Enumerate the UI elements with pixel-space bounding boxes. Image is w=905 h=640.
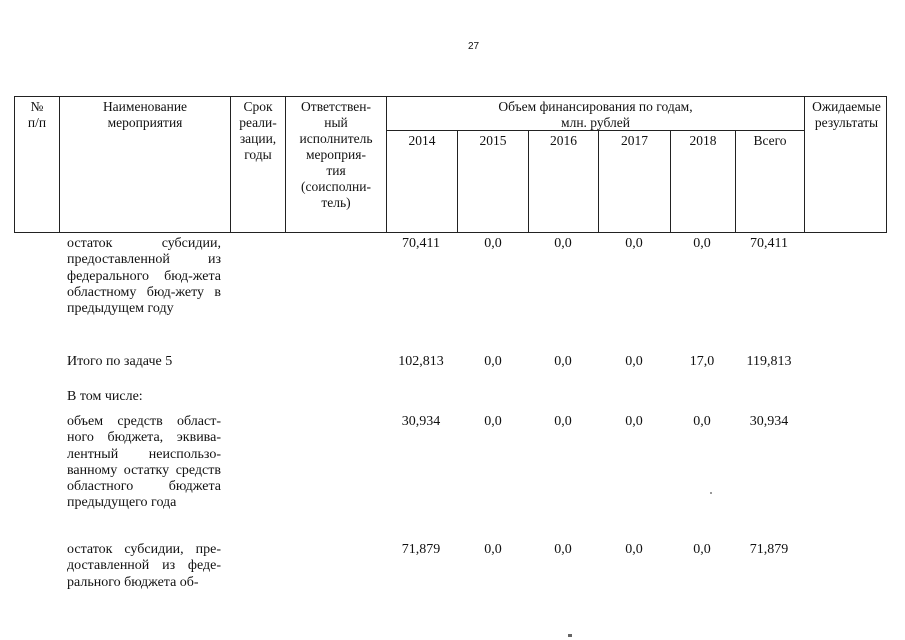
- value-total: 30,934: [749, 414, 789, 429]
- scan-speck: [710, 492, 712, 494]
- value-2016: 0,0: [554, 414, 572, 429]
- scan-speck: [568, 634, 572, 637]
- header-executor: Ответствен- ный исполнитель мероприя- тия (соисполни- тель): [299, 99, 373, 210]
- value-2018: 0,0: [693, 236, 711, 251]
- value-2014: 102,813: [398, 354, 444, 369]
- header-year: 2017: [621, 133, 648, 148]
- value-2015: 0,0: [484, 236, 502, 251]
- value-2018: 17,0: [689, 354, 715, 369]
- page-number: 27: [468, 41, 480, 52]
- header-year: 2015: [479, 133, 507, 148]
- row-name: В том числе:: [67, 389, 143, 404]
- value-2014: 71,879: [401, 542, 441, 557]
- row-name: остаток субсидии, предоставленной из федерального бюд-жета областному бюд-жету в предыдущем году: [67, 236, 221, 317]
- header-total: Всего: [753, 133, 787, 148]
- row-name: объем средств област-ного бюджета, эквива-лентный неиспользо-ванному остатку средств областного бюджета предыдущего года: [67, 414, 221, 511]
- value-2017: 0,0: [625, 542, 643, 557]
- value-2018: 0,0: [693, 414, 711, 429]
- value-2014: 70,411: [402, 236, 440, 251]
- value-2016: 0,0: [554, 354, 572, 369]
- value-2015: 0,0: [484, 542, 502, 557]
- value-total: 70,411: [750, 236, 788, 251]
- header-year: 2018: [689, 133, 717, 148]
- table-header: [14, 96, 887, 233]
- value-2016: 0,0: [554, 236, 572, 251]
- header-year: 2014: [408, 133, 436, 148]
- header-year: 2016: [550, 133, 577, 148]
- value-2017: 0,0: [625, 354, 643, 369]
- row-name: остаток субсидии, пре-доставленной из феде-рального бюджета об-: [67, 542, 221, 590]
- value-2015: 0,0: [484, 354, 502, 369]
- header-name: Наименование мероприятия: [102, 99, 188, 130]
- row-name: Итого по задаче 5: [67, 354, 173, 369]
- header-period: Срок реали- зации, годы: [239, 99, 277, 162]
- value-total: 71,879: [749, 542, 789, 557]
- header-results: Ожидаемые результаты: [812, 99, 881, 130]
- value-2017: 0,0: [625, 414, 643, 429]
- header-no: № п/п: [27, 99, 47, 130]
- value-2017: 0,0: [625, 236, 643, 251]
- value-2016: 0,0: [554, 542, 572, 557]
- value-2018: 0,0: [693, 542, 711, 557]
- value-2014: 30,934: [401, 414, 441, 429]
- value-total: 119,813: [746, 354, 792, 369]
- header-funding: Объем финансирования по годам, млн. рублей: [498, 99, 693, 130]
- value-2015: 0,0: [484, 414, 502, 429]
